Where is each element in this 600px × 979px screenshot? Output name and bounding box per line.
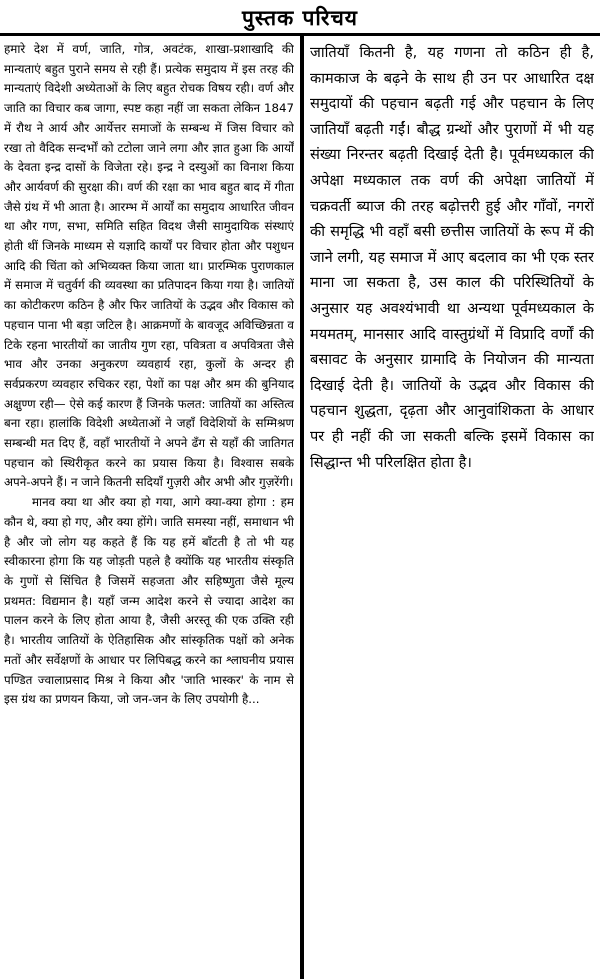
left-column (4, 40, 294, 976)
page-title: पुस्तक परिचय (242, 6, 358, 30)
right-column (310, 40, 594, 600)
right-paragraph-1: जातियाँ कितनी है, यह गणना तो कठिन ही है, कामकाज के बढ़ने के साथ ही उन पर आधारित दक्ष समुदायों की पहचान बढ़ती गई और पहचान के लिए जातियाँ बढ़ती गईं। बौद्ध ग्रन्थों और पुराणों में भी यह संख्या निरन्तर बढ़ती दिखाई देती है। पूर्वमध्यकाल की अपेक्षा मध्यकाल तक वर्ण की अपेक्षा जातियों में चक्रवर्ती ब्याज की तरह बढ़ोत्तरी हुई और गाँवों, नगरों की समृद्धि भी वहाँ बसी छत्तीस जातियों के रूप में की जाने लगी, यह समाज में आए बदलाव का भी एक स्तर माना जा सकता है, उस काल की परिस्थितियों के अनुसार यह अवश्यंभावी था अन्यथा पूर्वमध्यकाल के मयमतम्, मानसार आदि वास्तुग्रंथों में विप्रादि वर्णों की बसावट के अनुसार ग्रामादि के नियोजन की मान्यता दिखाई देती है। जातियों के उद्भव और विकास की पहचान शुद्धता, दृढ़ता और आनुवांशिकता के आधार पर ही नहीं की जा सकती बल्कि इसमें विकास का सिद्धान्त भी परिलक्षित होता है। (310, 44, 594, 471)
column-divider (300, 36, 304, 979)
left-paragraph-2: मानव क्या था और क्या हो गया, आगे क्या-क्या होगा : हम कौन थे, क्या हो गए, और क्या होंगे। जाति समस्या नहीं, समाधान भी है और जो लोग यह कहते हैं कि यह हमें बाँटती है तो भी यह स्वीकारना होगा कि यह जोड़ती पहले है क्योंकि यह भारतीय संस्कृति के गुणों से सिंचित है जिसमें सहजता और सहिष्णुता जैसे मूल्य प्रथमत: विद्यमान है। यहाँ जन्म आदेश करने से ज्यादा आदेश का पालन करने के लिए होता आया है, जैसी अरस्तू की एक उक्ति रही है। भारतीय जातियों के ऐतिहासिक और सांस्कृतिक पक्षों को अनेक मतों और सर्वेक्षणों के आधार पर लिपिबद्ध करने का श्लाघनीय प्रयास पण्डित ज्वालाप्रसाद मिश्र ने किया और 'जाति भास्कर' के नाम से इस ग्रंथ का प्रणयन किया, जो जन-जन के लिए उपयोगी है... (4, 495, 294, 707)
left-paragraph-1: हमारे देश में वर्ण, जाति, गोत्र, अवटंक, शाखा-प्रशाखादि की मान्यताएं बहुत पुराने समय से रही हैं। प्रत्येक समुदाय में इस तरह की मान्यताएं विदेशी अध्येताओं के लिए बहुत रोचक विषय रही। वर्ण और जाति का विचार कब जागा, स्पष्ट कहा नहीं जा सकता लेकिन 1847 में रौथ ने आर्य और आर्येत्तर समाजों के सम्बन्ध में जिस विचार को रखा तो वैदिक सन्दर्भों को टटोला जाने लगा और ज्ञात हुआ कि आर्यों के देवता इन्द्र दासों के विजेता रहे। इन्द्र ने दस्युओं का विनाश किया और आर्यवर्ण की सुरक्षा की। वर्ण की रक्षा का भाव बहुत बाद में गीता जैसे ग्रंथ में भी आता है। आरम्भ में आर्यों का समुदाय आधारित जीवन था और गण, सभा, समिति सहित विदथ जैसी सामुदायिक संस्थाएं होती थीं जिनके माध्यम से यज्ञादि कार्यों पर विचार होता और पशुधन आदि की चिंता को अभिव्यक्त किया जाता था। प्रारम्भिक पुराणकाल में समाज में चतुर्वर्ग की व्यवस्था का प्रतिपादन किया गया है। जातियों का कोटीकरण कठिन है और फिर जातियों के उद्भव और विकास को पहचान पाना भी बड़ा जटिल है। आक्रमणों के बावजूद अविच्छिन्नता व टिके रहना भारतीयों का जातीय गुण रहा, पवित्रता व अपवित्रता जैसे भाव और उनका अनुकरण व्यवहार्य रहा, कुलों के अन्दर ही सर्वप्रकरण व्यवहार रुचिकर रहा, पेशों का पक्ष और श्रम की बुनियाद अक्षुण्ण रही— ऐसे कई कारण हैं जिनके फलत: जातियों का अस्तित्व बना रहा। हालांकि विदेशी अध्येताओं ने जहाँ विदेशियों के सम्मिश्रण सम्बन्धी मत दिए हैं, वहाँ भारतीयों ने अपने ढँग से यहाँ की जातिगत पहचान को स्थिरीकृत करने का प्रयास किया है। विश्वास सबके अपने-अपने हैं। न जाने कितनी सदियाँ गुज़री और अभी और गुज़रेंगी। (4, 42, 294, 490)
